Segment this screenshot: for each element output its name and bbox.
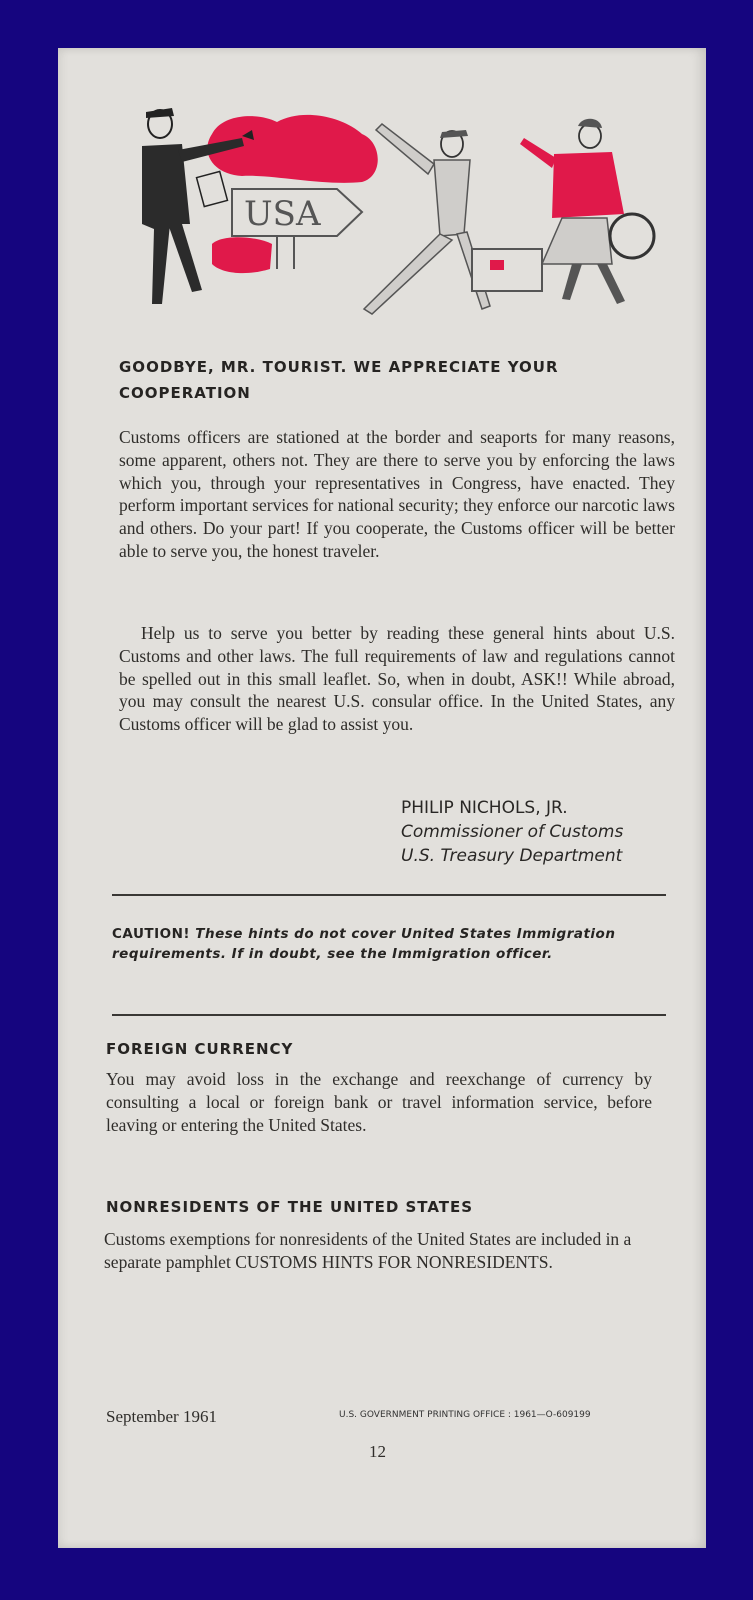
signature-title: Commissioner of Customs (401, 822, 624, 842)
intro-paragraph-2: Help us to serve you better by reading these general hints about U.S. Customs and other laws. The full requirements of law and regulations cannot be spelled out in this small leaflet. So, when in doubt, ASK!! While abroad, you may consult the nearest U.S. consular office. In the United States, any Customs officer will be glad to assist you. (119, 623, 675, 735)
signature-name: PHILIP NICHOLS, JR. (401, 798, 568, 818)
divider-top (112, 894, 666, 896)
section-heading-goodbye (119, 354, 559, 406)
signature-department: U.S. Treasury Department (401, 846, 623, 866)
caution-message: These hints do not cover United States Immigration requirements. If in doubt, see the Immigration officer. (112, 926, 616, 962)
foreign-currency-text: You may avoid loss in the exchange and reexchange of currency by consulting a local or foreign bank or travel information service, before leaving or entering the United States. (106, 1069, 652, 1135)
footer-printer: U.S. GOVERNMENT PRINTING OFFICE : 1961—O-609199 (339, 1410, 591, 1420)
page-number: 12 (369, 1442, 386, 1461)
caution-notice (112, 924, 668, 964)
nonresidents-heading: NONRESIDENTS OF THE UNITED STATES (106, 1198, 474, 1216)
caution-label: CAUTION! (112, 926, 191, 942)
foreign-currency-heading: FOREIGN CURRENCY (106, 1040, 294, 1058)
traveler-man-figure (364, 124, 542, 314)
heading-line-1: GOODBYE, MR. TOURIST. WE APPRECIATE YOUR (119, 358, 559, 376)
footer-date: September 1961 (106, 1407, 217, 1426)
divider-bottom (112, 1014, 666, 1016)
usa-sign-text: USA (244, 194, 321, 234)
nonresidents-text: Customs exemptions for nonresidents of the United States are included in a separate pamphlet CUSTOMS HINTS FOR NONRESIDENTS. (104, 1229, 632, 1272)
red-shadow-shape (212, 237, 272, 273)
tourist-illustration (72, 64, 672, 344)
heading-line-2: COOPERATION (119, 384, 251, 402)
intro-paragraph-1: Customs officers are stationed at the border and seaports for many reasons, some apparent, others not. They are there to serve you by enforcing the laws which you, through your representatives in Congress, have enacted. They perform important services for national security; they enforce our narcotic laws and others. Do your part! If you cooperate, the Customs officer will be better able to serve you, the honest traveler. (119, 427, 675, 561)
